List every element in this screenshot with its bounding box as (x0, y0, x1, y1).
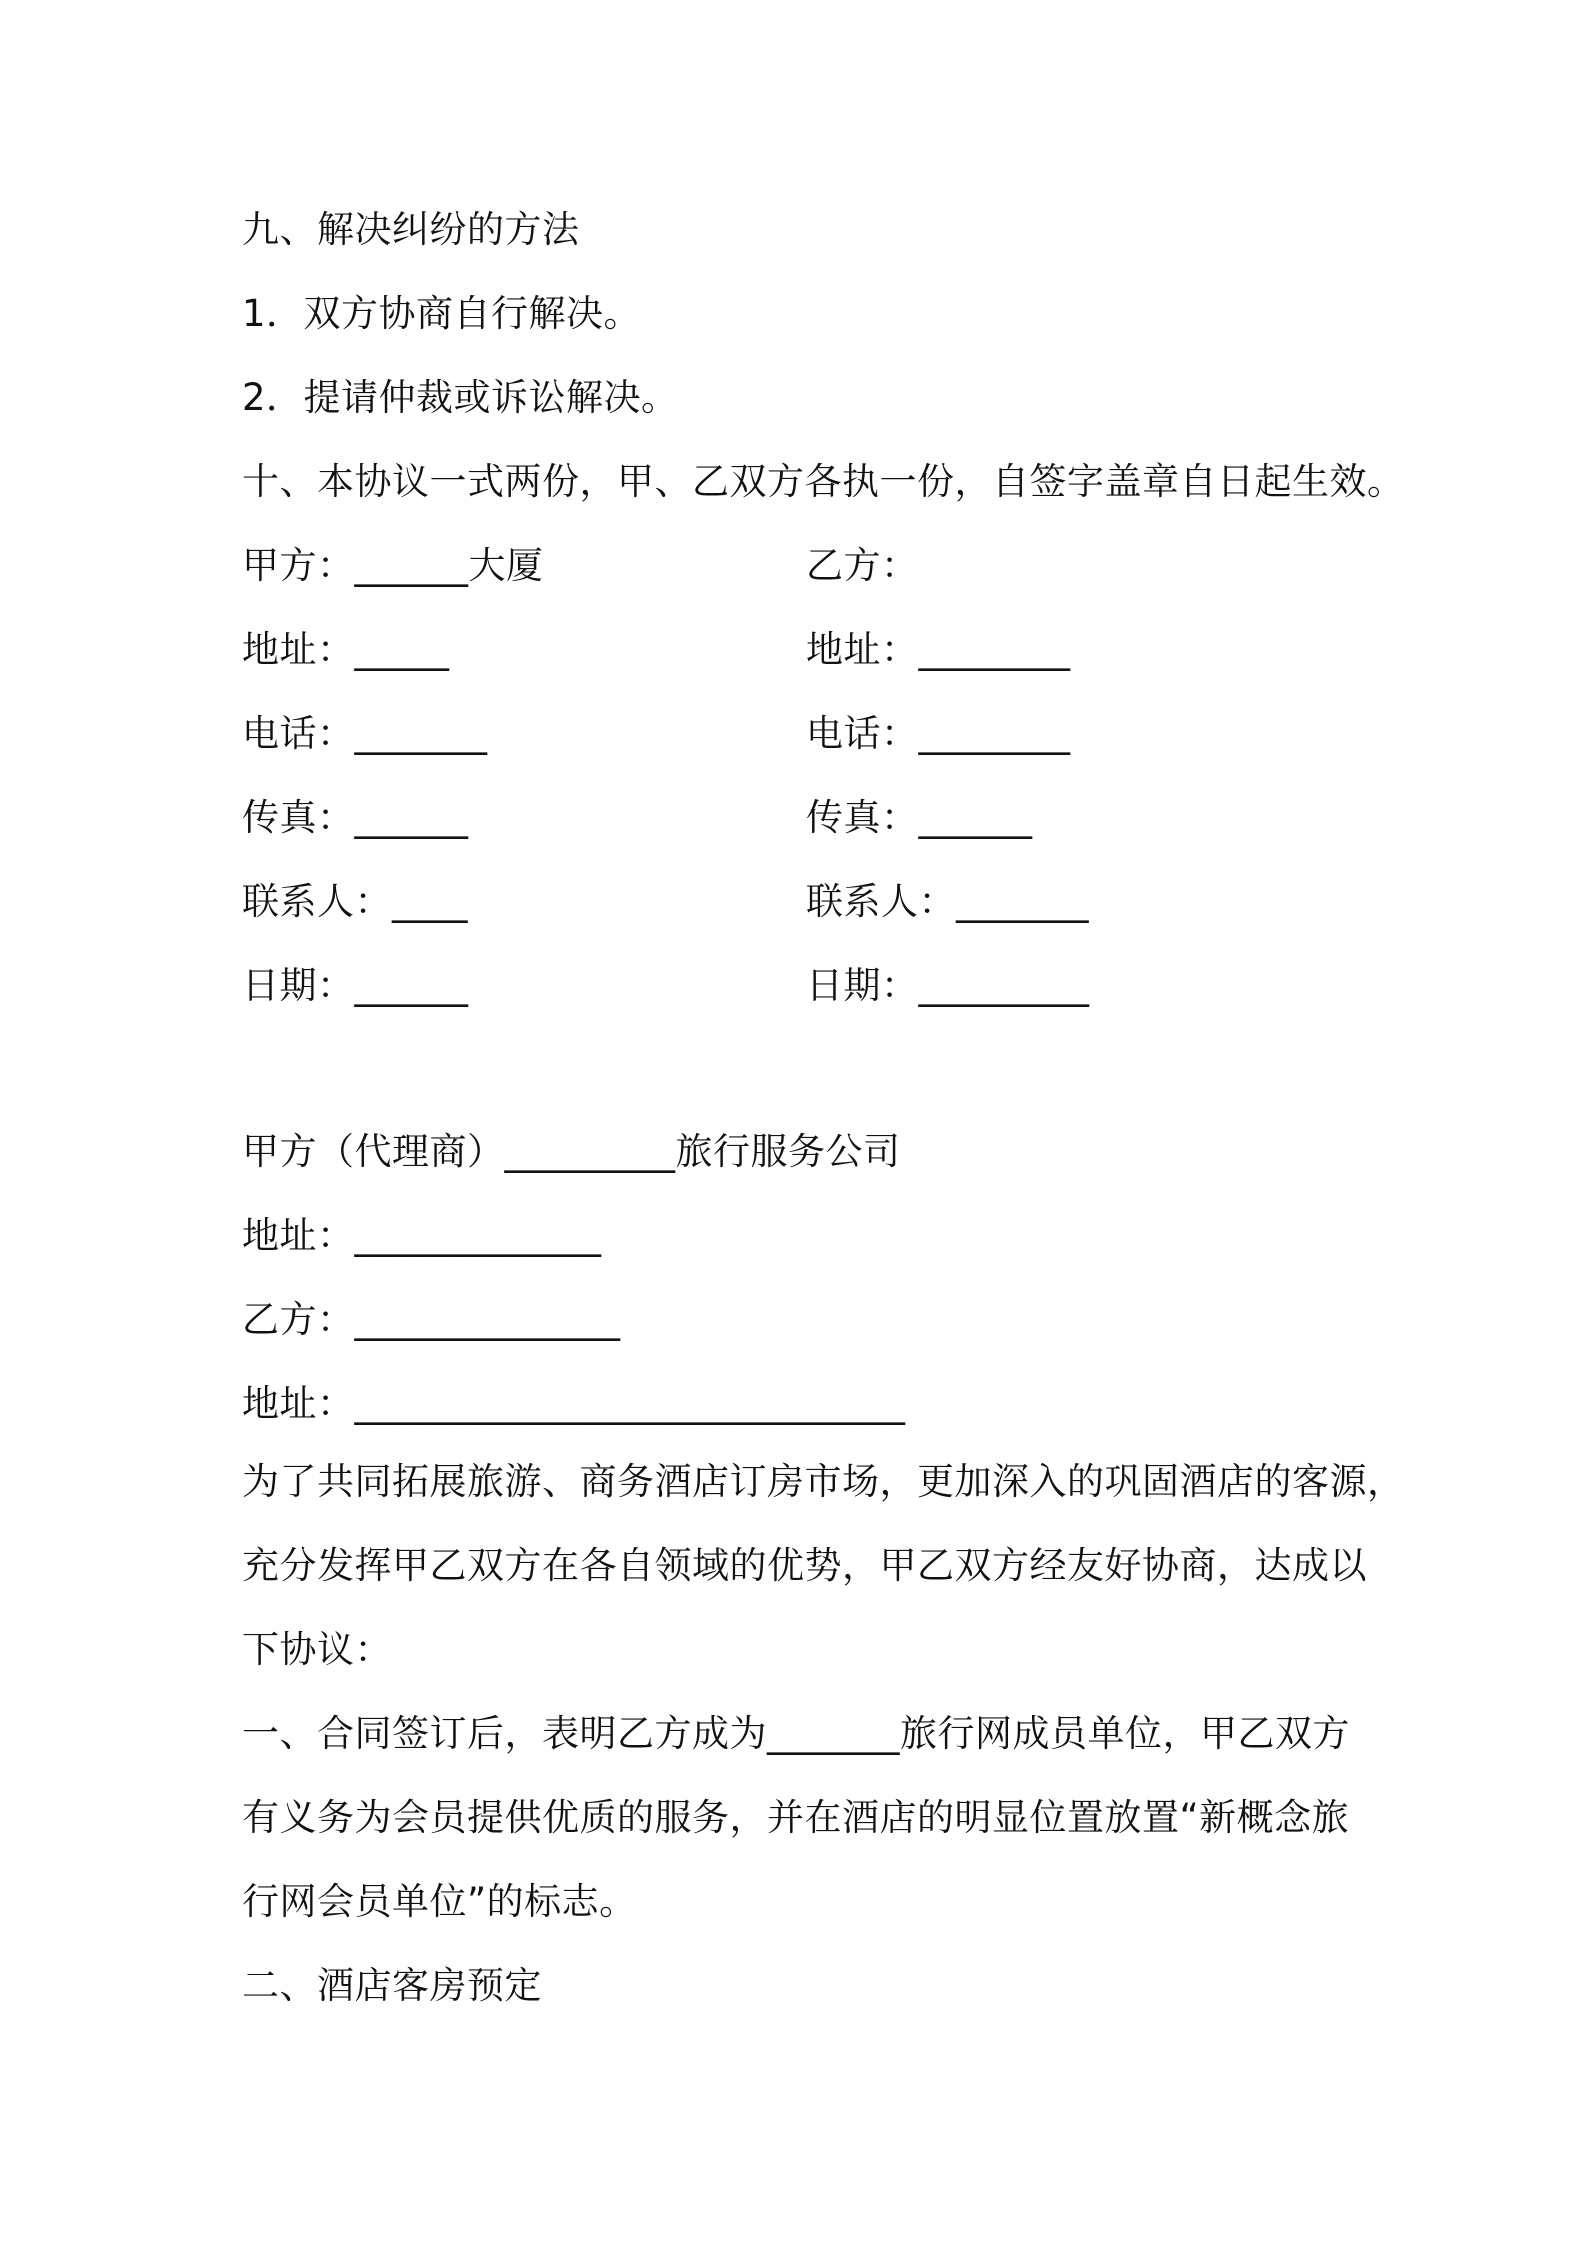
intro-line: 为了共同拓展旅游、商务酒店订房市场，更加深入的巩固酒店的客源， (242, 1460, 1405, 1503)
clause1-line: 有义务为会员提供优质的服务，并在酒店的明显位置放置“新概念旅 (242, 1796, 1350, 1839)
clause2-heading: 二、酒店客房预定 (242, 1964, 542, 2007)
intro-line: 充分发挥甲乙双方在各自领域的优势，甲乙双方经友好协商，达成以 (242, 1544, 1367, 1587)
party-b-contact: 联系人：_______ (806, 880, 1089, 923)
party-a-name: 甲方：______大厦 (242, 544, 544, 587)
clause1-line: 行网会员单位”的标志。 (242, 1880, 637, 1923)
party-a-fax: 传真：______ (242, 796, 469, 839)
agreement2-address-a: 地址：_____________ (242, 1214, 602, 1257)
clause1-line: 一、合同签订后，表明乙方成为_______旅行网成员单位，甲乙双方 (242, 1712, 1350, 1755)
party-a-address: 地址：_____ (242, 628, 450, 671)
agreement2-party-b: 乙方：______________ (242, 1298, 621, 1341)
party-b-date: 日期：_________ (806, 964, 1090, 1007)
agreement2-party-a: 甲方（代理商）_________旅行服务公司 (242, 1130, 901, 1173)
section10-text: 十、本协议一式两份，甲、乙双方各执一份，自签字盖章自日起生效。 (242, 460, 1405, 503)
party-b-name: 乙方： (806, 544, 919, 587)
party-a-contact: 联系人：____ (242, 880, 468, 923)
party-b-fax: 传真：______ (806, 796, 1033, 839)
party-b-address: 地址：________ (806, 628, 1071, 671)
section9-item1: 1．双方协商自行解决。 (242, 292, 642, 335)
party-a-date: 日期：______ (242, 964, 469, 1007)
intro-line: 下协议： (242, 1628, 392, 1671)
section9-heading: 九、解决纠纷的方法 (242, 208, 580, 251)
intro-paragraph (242, 1440, 1405, 1692)
section9-item2: 2．提请仲裁或诉讼解决。 (242, 376, 679, 419)
party-a-phone: 电话：_______ (242, 712, 488, 755)
clause1-paragraph (242, 1692, 1362, 1944)
agreement2-address-b: 地址：_____________________________ (242, 1382, 906, 1425)
party-b-phone: 电话：________ (806, 712, 1071, 755)
